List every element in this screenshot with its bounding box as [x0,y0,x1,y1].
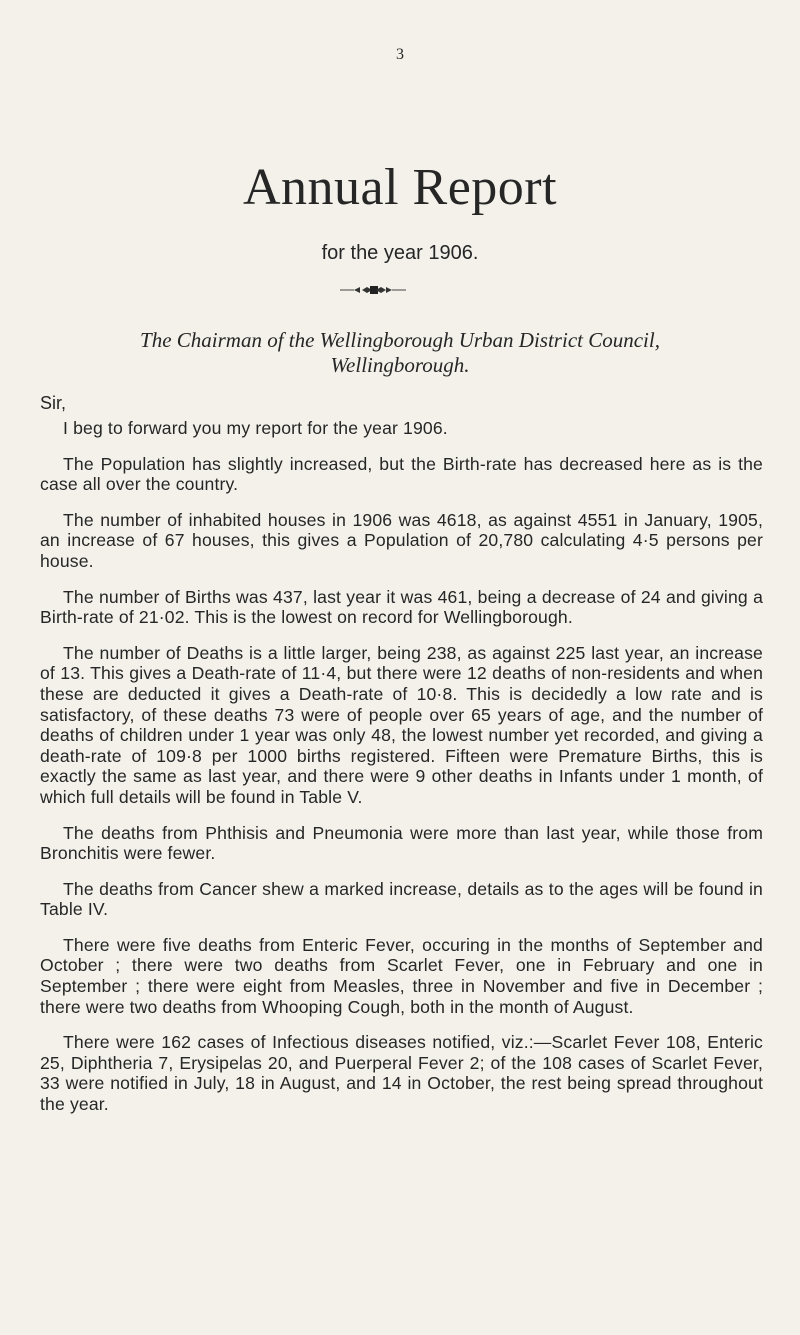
report-subtitle: for the year 1906. [321,242,479,264]
paragraph: There were five deaths from Enteric Fever, occuring in the months of September and October ; there were two deaths from Scarlet Fever, one in February and one in September ; there were eight from Measles, three in November and five in December ; there were two deaths from Whooping Cough, both in the month of August. [40,934,763,1017]
report-body [40,418,763,1130]
paragraph: There were 162 cases of Infectious diseases notified, viz.:—Scarlet Fever 108, Enteric 25, Diphtheria 7, Erysipelas 20, and Puerperal Fever 2; of the 108 cases of Scarlet Fever, 33 were notified in July, 18 in August, and 14 in October, the rest being spread throughout the year. [40,1032,763,1115]
paragraph: The deaths from Cancer shew a marked increase, details as to the ages will be found in Table IV. [40,878,763,920]
report-title: Annual Report [242,159,558,216]
paragraph: I beg to forward you my report for the year 1906. [63,418,448,438]
paragraph: The number of Deaths is a little larger, being 238, as against 225 last year, an increase of 13. This gives a Death-rate of 11·4, but there were 12 deaths of non-residents and when these are deducted it gives a Death-rate of 10·8. This is decidedly a low rate and is satisfactory, of these deaths 73 were of people over 65 years of age, and the number of deaths of children under 1 year was only 48, the lowest number yet recorded, and giving a death-rate of 109·8 per 1000 births registered. Fifteen were Premature Births, this is exactly the same as last year, and there were 9 other deaths in Infants under 1 month, of which full details will be found in Table V. [40,642,763,807]
addressee-block [120,328,680,378]
paragraph: The deaths from Phthisis and Pneumonia were more than last year, while those from Bronchitis were fewer. [40,822,763,864]
paragraph: The Population has slightly increased, but the Birth-rate has decreased here as is the case all over the country. [40,453,763,495]
page-number: 3 [396,46,404,63]
paragraph: The number of inhabited houses in 1906 was 4618, as against 4551 in January, 1905, an increase of 67 houses, this gives a Population of 20,780 calculating 4·5 persons per house. [40,509,763,571]
divider-ornament-icon [340,283,406,297]
salutation: Sir, [40,393,67,413]
paragraph: The number of Births was 437, last year it was 461, being a decrease of 24 and giving a Birth-rate of 21·02. This is the lowest on record for Wellingborough. [40,586,763,628]
addressee-line: The Chairman of the Wellingborough Urban District Council, [140,328,660,352]
addressee-line: Wellingborough. [330,353,470,377]
